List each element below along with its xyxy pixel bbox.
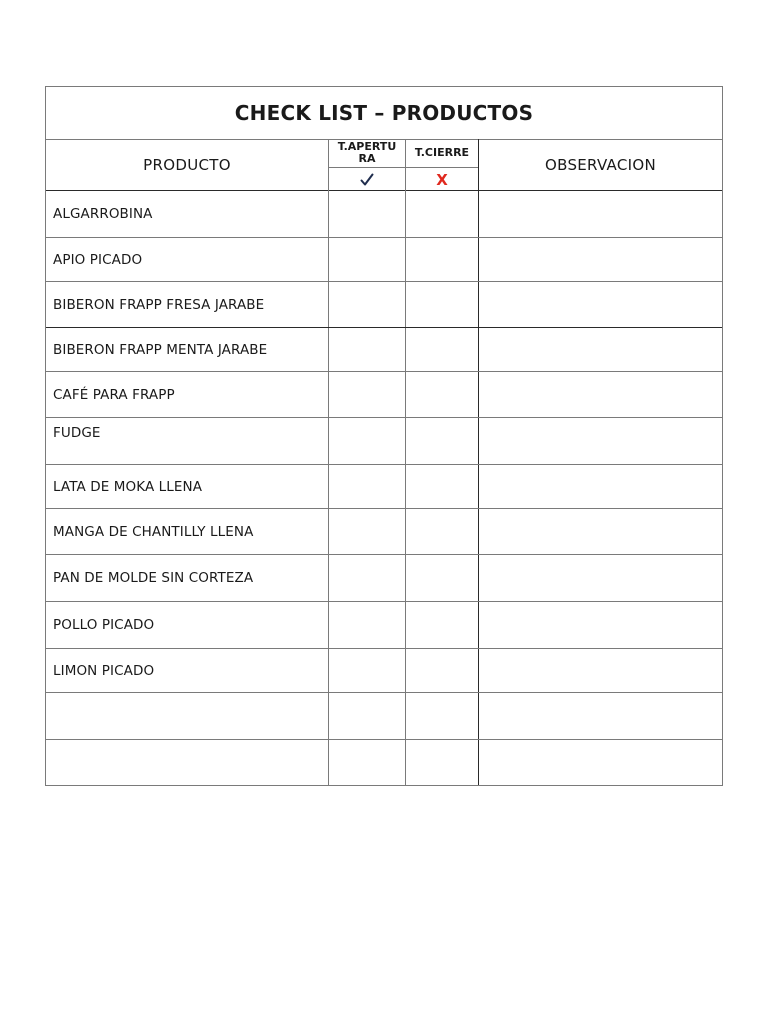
table-row: [46, 740, 722, 785]
apertura-cell[interactable]: [329, 328, 406, 371]
table-row: [46, 555, 722, 602]
table-header: [46, 139, 722, 191]
table-row: [46, 418, 722, 465]
table-row: [46, 191, 722, 238]
observacion-cell[interactable]: [479, 509, 722, 554]
header-cierre-cell: [406, 139, 479, 191]
table-row: [46, 372, 722, 418]
apertura-cell[interactable]: [329, 740, 406, 785]
table-row: [46, 693, 722, 740]
apertura-cell[interactable]: [329, 282, 406, 327]
observacion-cell[interactable]: [479, 282, 722, 327]
cierre-cell[interactable]: [406, 740, 479, 785]
apertura-cell[interactable]: [329, 372, 406, 417]
cierre-cell[interactable]: [406, 372, 479, 417]
cross-mark: X: [436, 170, 448, 189]
table-row: [46, 465, 722, 509]
cierre-cell[interactable]: [406, 328, 479, 371]
product-name: CAFÉ PARA FRAPP: [46, 372, 329, 417]
product-name: BIBERON FRAPP MENTA JARABE: [46, 328, 329, 371]
table-row: [46, 282, 722, 328]
header-observacion: OBSERVACION: [545, 156, 656, 174]
product-name: BIBERON FRAPP FRESA JARABE: [46, 282, 329, 327]
observacion-cell[interactable]: [479, 465, 722, 508]
table-row: [46, 328, 722, 372]
product-name: APIO PICADO: [46, 238, 329, 281]
observacion-cell[interactable]: [479, 191, 722, 237]
cierre-cell[interactable]: [406, 602, 479, 648]
apertura-cell[interactable]: [329, 238, 406, 281]
checklist-table: [45, 86, 723, 786]
table-row: [46, 238, 722, 282]
cierre-cell[interactable]: [406, 191, 479, 237]
check-icon: [329, 168, 405, 191]
apertura-cell[interactable]: [329, 191, 406, 237]
cierre-cell[interactable]: [406, 418, 479, 464]
cierre-cell[interactable]: [406, 649, 479, 692]
product-name: LIMON PICADO: [46, 649, 329, 692]
observacion-cell[interactable]: [479, 372, 722, 417]
apertura-cell[interactable]: [329, 602, 406, 648]
header-cierre: T.CIERRE: [406, 139, 478, 168]
cierre-cell[interactable]: [406, 238, 479, 281]
apertura-cell[interactable]: [329, 465, 406, 508]
product-name: PAN DE MOLDE SIN CORTEZA: [46, 555, 329, 601]
observacion-cell[interactable]: [479, 740, 722, 785]
observacion-cell[interactable]: [479, 649, 722, 692]
cross-icon: [406, 168, 478, 191]
observacion-cell[interactable]: [479, 693, 722, 739]
table-body: [46, 191, 722, 785]
cierre-cell[interactable]: [406, 693, 479, 739]
apertura-cell[interactable]: [329, 693, 406, 739]
observacion-cell[interactable]: [479, 555, 722, 601]
header-producto: PRODUCTO: [46, 139, 329, 191]
observacion-cell[interactable]: [479, 602, 722, 648]
cierre-cell[interactable]: [406, 282, 479, 327]
cierre-cell[interactable]: [406, 509, 479, 554]
product-name: LATA DE MOKA LLENA: [46, 465, 329, 508]
product-name: MANGA DE CHANTILLY LLENA: [46, 509, 329, 554]
apertura-cell[interactable]: [329, 555, 406, 601]
header-apertura-cell: [329, 139, 406, 191]
observacion-cell[interactable]: [479, 328, 722, 371]
table-title: CHECK LIST – PRODUCTOS: [46, 87, 722, 140]
apertura-cell[interactable]: [329, 649, 406, 692]
table-row: [46, 649, 722, 693]
table-row: [46, 602, 722, 649]
observacion-cell[interactable]: [479, 418, 722, 464]
product-name: FUDGE: [46, 418, 329, 464]
cierre-cell[interactable]: [406, 465, 479, 508]
product-name: ALGARROBINA: [46, 191, 329, 237]
product-name: POLLO PICADO: [46, 602, 329, 648]
cierre-cell[interactable]: [406, 555, 479, 601]
observacion-cell[interactable]: [479, 238, 722, 281]
apertura-cell[interactable]: [329, 418, 406, 464]
product-name[interactable]: [46, 693, 329, 739]
header-apertura: T.APERTURA: [329, 139, 405, 168]
apertura-cell[interactable]: [329, 509, 406, 554]
table-row: [46, 509, 722, 555]
product-name[interactable]: [46, 740, 329, 785]
